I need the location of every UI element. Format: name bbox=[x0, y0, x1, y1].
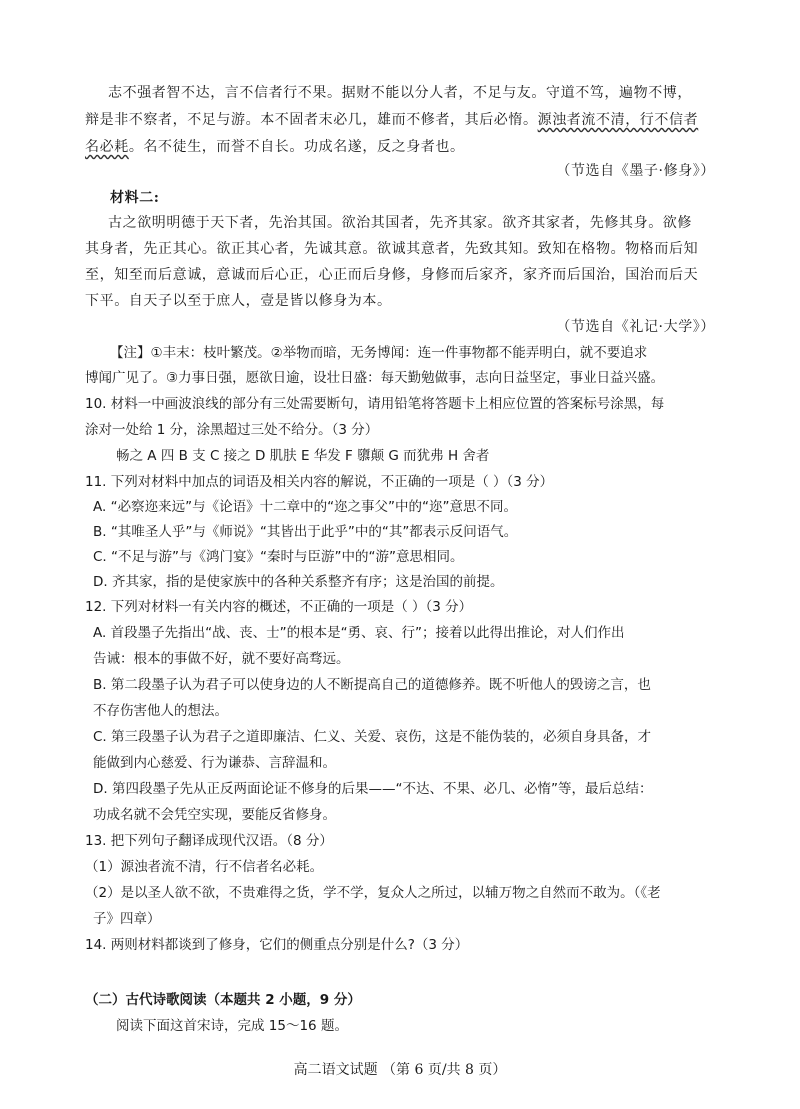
material1-line2 bbox=[85, 110, 698, 130]
question-11-option-d: D. 齐其家，指的是使家族中的各种关系整齐有序；这是治国的前提。 bbox=[93, 574, 504, 590]
question-12-option-a-line1: A. 首段墨子先指出“战、丧、士”的根本是“勇、哀、行”；接着以此得出推论，对人们作出 bbox=[93, 625, 625, 641]
question-13-sentence-2-line2: 子》四章） bbox=[93, 911, 161, 927]
notes-line1: 【注】①丰末：枝叶繁茂。②举物而暗，无务博闻：连一件事物都不能弄明白，就不要追求 bbox=[110, 345, 648, 361]
material2-heading: 材料二: bbox=[110, 190, 160, 206]
material1-line3-text: 。名不徒生，而誉不自长。功成名遂，反之身者也。 bbox=[128, 139, 465, 155]
question-12-option-d-line1: D. 第四段墨子先从正反两面论证不修身的后果——“不达、不果、必几、必惰”等，最后总结： bbox=[93, 781, 653, 797]
question-11-option-b: B. “其唯圣人乎”与《师说》“其皆出于此乎”中的“其”都表示反问语气。 bbox=[93, 524, 518, 540]
question-13-stem: 13. 把下列句子翻译成现代汉语。（8 分） bbox=[85, 833, 333, 849]
question-14-stem: 14. 两则材料都谈到了修身，它们的侧重点分别是什么?（3 分） bbox=[85, 937, 469, 953]
question-12-option-b-line2: 不存伤害他人的想法。 bbox=[93, 703, 228, 719]
section-2-heading: （二）古代诗歌阅读（本题共 2 小题，9 分） bbox=[85, 992, 361, 1008]
question-12-option-c-line2: 能做到内心慈爱、行为谦恭、言辞温和。 bbox=[93, 755, 336, 771]
material2-line3: 至，知至而后意诚，意诚而后心正，心正而后身修，身修而后家齐，家齐而后国治，国治而后天 bbox=[85, 267, 699, 283]
material1-line1: 志不强者智不达，言不信者行不果。据财不能以分人者，不足与友。守道不笃，遍物不博， bbox=[108, 85, 692, 101]
question-11-option-a: A. “必察迩来远”与《论语》十二章中的“迩之事父”中的“迩”意思不同。 bbox=[93, 499, 518, 515]
material1-line2-text: 辩是非不察者，不足与游。本不固者末必几，雄而不修者，其后必惰。 bbox=[85, 112, 538, 128]
question-12-option-c-line1: C. 第三段墨子认为君子之道即廉洁、仁义、关爱、哀伤，这是不能伪装的，必须自身具备，才 bbox=[93, 729, 652, 745]
page-footer: 高二语文试题 （第 6 页/共 8 页） bbox=[293, 1062, 507, 1078]
question-12-option-b-line1: B. 第二段墨子认为君子可以使身边的人不断提高自己的道德修养。既不听他人的毁谤之言，也 bbox=[93, 677, 651, 693]
question-10-line2: 涂对一处给 1 分，涂黑超过三处不给分。（3 分） bbox=[85, 422, 379, 438]
material2-line4: 下平。自天子以至于庶人，壹是皆以修身为本。 bbox=[85, 293, 392, 309]
question-11-stem: 11. 下列对材料中加点的词语及相关内容的解说，不正确的一项是（ ）（3 分） bbox=[85, 474, 554, 490]
material2-source: （节选自《礼记·大学》） bbox=[556, 319, 715, 335]
material1-line3 bbox=[85, 137, 465, 157]
material1-source: （节选自《墨子·修身》） bbox=[556, 163, 715, 179]
question-12-option-d-line2: 功成名就不会凭空实现，要能反省修身。 bbox=[93, 807, 336, 823]
section-2-intro: 阅读下面这首宋诗，完成 15～16 题。 bbox=[116, 1018, 348, 1034]
question-12-stem: 12. 下列对材料一有关内容的概述，不正确的一项是（ ）（3 分） bbox=[85, 599, 473, 615]
question-10-line1: 10. 材料一中画波浪线的部分有三处需要断句，请用铅笔将答题卡上相应位置的答案标号涂黑，每 bbox=[85, 396, 665, 412]
material1-wavy-phrase-2: 名必耗 bbox=[85, 139, 129, 155]
material1-wavy-phrase-1: 源浊者流不清，行不信者 bbox=[537, 112, 699, 128]
notes-line2: 博闻广见了。③力事日强，愿欲日逾，设壮日盛：每天勤勉做事，志向日益坚定，事业日益兴盛。 bbox=[85, 370, 665, 386]
question-13-sentence-2-line1: （2）是以圣人欲不欲，不贵难得之货，学不学，复众人之所过，以辅万物之自然而不敢为。（《老 bbox=[85, 885, 661, 901]
question-13-sentence-1: （1）源浊者流不清，行不信者名必耗。 bbox=[85, 859, 324, 875]
question-11-option-c: C. “不足与游”与《鸿门宴》“秦时与臣游”中的“游”意思相同。 bbox=[93, 549, 464, 565]
material2-line1: 古之欲明明德于天下者，先治其国。欲治其国者，先齐其家。欲齐其家者，先修其身。欲修 bbox=[108, 215, 692, 231]
question-12-option-a-line2: 告诫：根本的事做不好，就不要好高骛远。 bbox=[93, 651, 350, 667]
question-10-options: 畅之 A 四 B 支 C 接之 D 肌肤 E 华发 F 隳颠 G 而犹弗 H 舍者 bbox=[116, 448, 490, 464]
material2-line2: 其身者，先正其心。欲正其心者，先诚其意。欲诚其意者，先致其知。致知在格物。物格而后知 bbox=[85, 241, 699, 257]
